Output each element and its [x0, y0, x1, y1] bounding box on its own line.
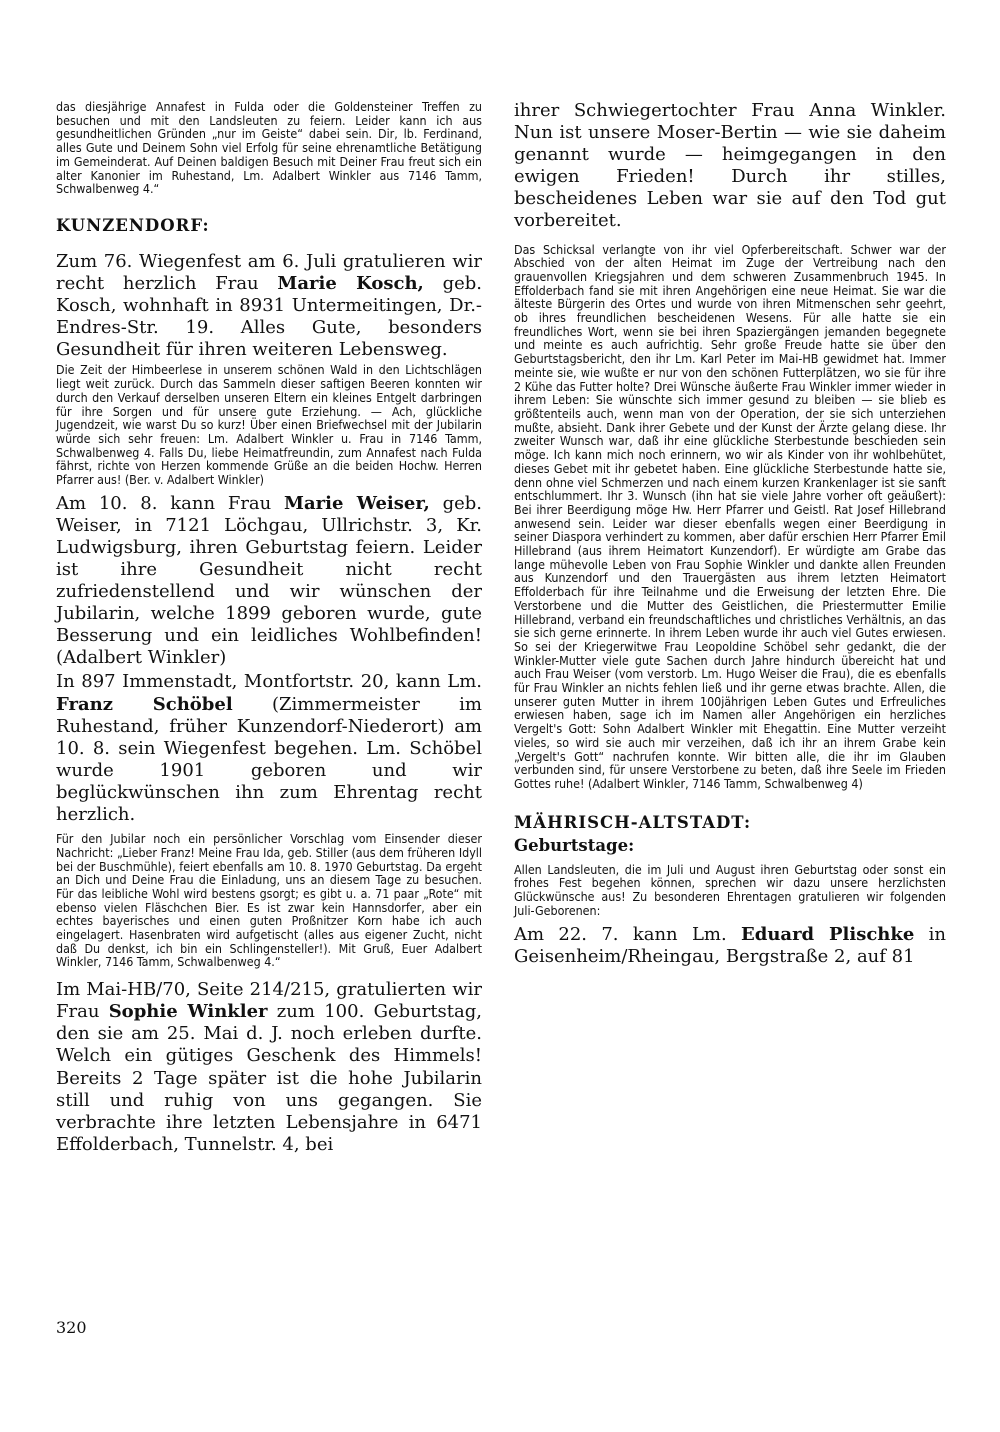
paragraph-allen-landsleuten: Allen Landsleuten, die im Juli und August ihren Geburtstag oder sonst ein frohes Fest begehen können, sprechen wir dazu unsere herzlichsten Glückwünsche aus! Zu besonderen Ehrentagen gratulieren wir folgenden Juli-Geborenen: — [514, 861, 946, 918]
paragraph-schicksal: Das Schicksal verlangte von ihr viel Opferbereitschaft. Schwer war der Abschied von der alten Heimat im Zuge der Vertreibung nach den grauenvollen Kriegsjahren und dem schweren Zusammenbruch 1945. In Effolderbach fand sie mit ihren Angehörigen eine neue Heimat. Sie war die älteste Bürgerin des Ortes und wurde von ihren Mitmenschen sehr geehrt, ob ihres freundlichen bescheidenen Wesens. Für alle hatte sie ein freundliches Wort, wenn sie bei ihren Spaziergängen jemanden begegnete und meinte es auch aufrichtig. Sehr große Freude hatte sie über den Geburtstagsbericht, den ihr Lm. Karl Peter im Mai-HB gewidmet hat. Immer meinte sie, wie wußte er nur von den schönen Futterplätzen, wo sie für ihre 2 Kühe das Futter holte? Drei Wünsche äußerte Frau Winkler immer wieder in ihrem Leben: Sie wünschte sich immer gesund zu bleiben — sie blieb es größtenteils auch, wenn man von der Operation, der sie sich unterziehen mußte, absieht. Dank ihrer Gebete und der Kunst der Ärzte gelang diese. Ihr zweiter Wunsch war, daß ihr eine glückliche Sterbestunde beschieden sein möge. Ich kann mich noch erinnern, wo wir als Kinder von ihr wohlbehütet, dieses Gebet mit ihr gebetet haben. Eine glückliche Sterbestunde hatte sie, denn ohne viel Schmerzen und nach einem kurzen Krankenlager ist sie sanft entschlummert. Ihr 3. Wunsch (ihn hat sie viele Jahre vorher oft geäußert): Bei ihrer Beerdigung möge Hw. Herr Pfarrer und Geistl. Rat Josef Hillebrand anwesend sein. Leider war dieser ebenfalls wegen einer Beerdigung in seiner Diaspora verhindert zu kommen, aber dafür erschien Herr Pfarrer Emil Hillebrand (aus ihrem Heimatort Kunzendorf). Er würdigte am Grabe das lange mühevolle Leben von Frau Sophie Winkler und dankte allen Freunden aus Kunzendorf und den Trauergästen aus ihrem letzten Heimatort Effolderbach für ihre Teilnahme und die Erweisung der letzten Ehre. Die Verstorbene und die Mutter des Geistlichen, die Priestermutter Emilie Hillebrand, verband ein freundschaftliches und christliches Verhältnis, an das sie sich gerne erinnerte. In ihrem Leben wurde ihr auch viel Gutes erwiesen. So sei der Kriegerwitwe Frau Leopoldine Schöbel sehr gedankt, die der Winkler-Mutter viele gute Sachen durch Jahre hindurch übereicht hat und auch Frau Weiser (vom verstorb. Lm. Hugo Weiser die Frau), die es ebenfalls für Frau Winkler an nichts fehlen ließ und ihr gerne etwas brachte. Allen, die unserer guten Mutter in ihrem 100jährigen Leben Gutes und Erfreuliches erwiesen haben, sage ich im Namen aller Angehörigen ein herzliches Vergelt's Gott: Sohn Adalbert Winkler mit Ehegattin. Eine Mutter verzeiht vieles, so wird sie auch mir verzeihen, daß ich ihr an ihrem Grabe kein „Vergelt's Gott“ nachrufen konnte. Wir bitten alle, die ihr im Glauben verbunden sind, für unsere Verstorbene zu beten, daß ihre Seele im Frieden Gottes ruhe! (Adalbert Winkler, 7146 Tamm, Schwalbenweg 4) — [514, 241, 946, 791]
paragraph-marie-weiser: Am 10. 8. kann Frau Marie Weiser, geb. Weiser, in 7121 Löchgau, Ullrichstr. 3, Kr. Ludwigsburg, ihren Geburtstag feiern. Leider ist ihre Gesundheit nicht recht zufriedenstellend und wir wünschen der Jubilarin, welche 1899 geboren wurde, gute Besserung und ein leidliches Wohlbefinden! (Adalbert Winkler) — [56, 492, 482, 669]
name-eduard-plischke: Eduard Plischke — [741, 923, 915, 945]
paragraph-marie-kosch: Zum 76. Wiegenfest am 6. Juli gratulieren wir recht herzlich Frau Marie Kosch, geb. Kosch, wohnhaft in 8931 Untermeitingen, Dr.-Endres-Str. 19. Alles Gute, besonders Gesundheit für ihren weiteren Lebensweg. — [56, 250, 482, 361]
left-column — [56, 100, 482, 1156]
page-number: 320 — [56, 1318, 87, 1337]
paragraph-sophie-winkler: Im Mai-HB/70, Seite 214/215, gratulierten wir Frau Sophie Winkler zum 100. Geburtstag, den sie am 25. Mai d. J. noch erleben durfte. Welch ein gütiges Geschenk des Himmels! Bereits 2 Tage später ist die hohe Jubilarin still und ruhig von uns gegangen. Sie verbrachte ihre letzten Lebensjahre in 6471 Effolderbach, Tunnelstr. 4, bei — [56, 979, 482, 1155]
name-sophie-winkler: Sophie Winkler — [108, 1001, 268, 1023]
name-franz-schoebel: Franz Schöbel — [56, 693, 233, 715]
section-heading-kunzendorf: KUNZENDORF: — [56, 215, 210, 235]
paragraph-annafest: das diesjährige Annafest in Fulda oder die Goldensteiner Treffen zu besuchen und mit den Landsleuten zu feiern. Leider kann ich aus gesundheitlichen Gründen „nur im Geiste“ dabei sein. Dir, lb. Ferdinand, alles Gute und Deinem Sohn viel Erfolg für seine ehrenamtliche Betätigung im Gemeinderat. Auf Deinen baldigen Besuch mit Deiner Frau freut sich ein alter Kanonier im Ruhestand, Lm. Adalbert Winkler aus 7146 Tamm, Schwalbenweg 4.“ — [56, 99, 482, 197]
paragraph-schwiegertochter: ihrer Schwiegertochter Frau Anna Winkler. Nun ist unsere Moser-Bertin — wie sie daheim genannt wurde — heimgegangen in den ewigen Frieden! Durch ihr stilles, bescheidenes Leben war sie auf den Tod gut vorbereitet. — [514, 100, 946, 232]
right-column — [514, 100, 946, 968]
name-marie-kosch: Marie Kosch, — [277, 273, 424, 295]
section-heading-maehrisch-altstadt: MÄHRISCH-ALTSTADT: — [514, 812, 752, 832]
subheading-geburtstage: Geburtstage: — [514, 835, 635, 855]
name-marie-weiser: Marie Weiser, — [284, 492, 430, 514]
paragraph-vorschlag: Für den Jubilar noch ein persönlicher Vorschlag vom Einsender dieser Nachricht: „Lieber Franz! Meine Frau Ida, geb. Stiller (aus dem früheren Idyll bei der Buschmühle), feiert ebenfalls am 10. 8. 1970 Geburtstag. Da ergeht an Dich und Deine Frau die Einladung, uns an diesem Tage zu besuchen. Für das leibliche Wohl wird bestens gsorgt; es gibt u. a. 71 paar „Rote“ mit ebenso vielen Fläschchen Bier. Es ist zwar kein Hannsdorfer, aber ein echtes bayerisches und einen guten Proßnitzer Korn habe ich auch eingelagert. Hasenbraten wird aufgetischt (alles aus eigener Zucht, nicht daß Du denkst, ich bin ein Schlingensteller!). Mit Gruß, Euer Adalbert Winkler, 7146 Tamm, Schwalbenweg 4.“ — [56, 831, 482, 970]
paragraph-eduard-plischke: Am 22. 7. kann Lm. Eduard Plischke in Geisenheim/Rheingau, Bergstraße 2, auf 81 — [514, 923, 946, 967]
paragraph-franz-schoebel: In 897 Immenstadt, Montfortstr. 20, kann Lm. Franz Schöbel (Zimmermeister im Ruhestand, früher Kunzendorf-Niederort) am 10. 8. sein Wiegenfest begehen. Lm. Schöbel wurde 1901 geboren und wir beglückwünschen ihn zum Ehrentag recht herzlich. — [56, 671, 482, 826]
paragraph-himbeerlese: Die Zeit der Himbeerlese in unserem schönen Wald in den Lichtschlägen liegt weit zurück. Durch das Sammeln dieser saftigen Beeren konnten wir durch den Verkauf derselben unseren Eltern ein kleines Entgelt darbringen für ihre Sorgen und für unsere gute Erziehung. — Ach, glückliche Jugendzeit, wie warst Du so kurz! Über einen Briefwechsel mit der Jubilarin würde sich sehr freuen: Lm. Adalbert Winkler u. Frau in 7146 Tamm, Schwalbenweg 4. Falls Du, liebe Heimatfreundin, zum Annafest nach Fulda fährst, richte von Herzen kommende Grüße an die beiden Hochw. Herren Pfarrer aus! (Ber. v. Adalbert Winkler) — [56, 362, 482, 488]
